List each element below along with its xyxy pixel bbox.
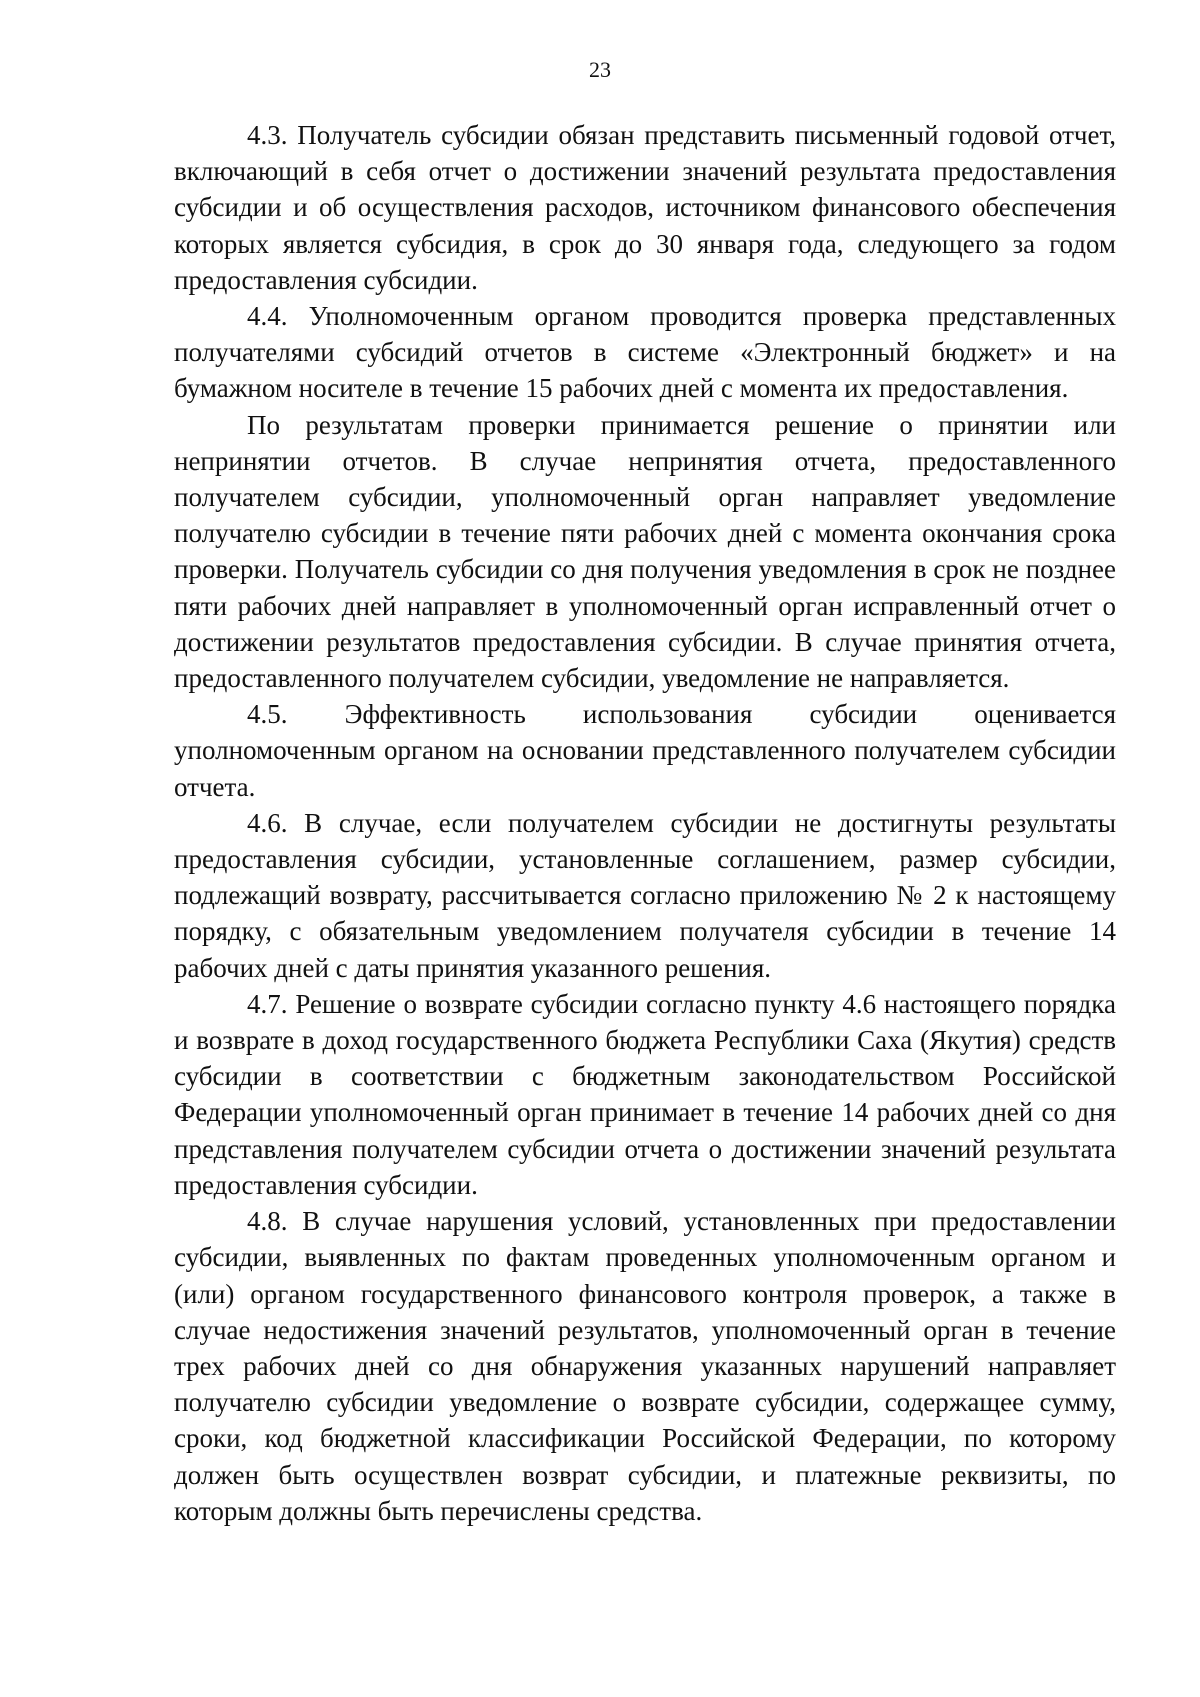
paragraph-4-6: 4.6. В случае, если получателем субсидии не достигнуты результаты предоставления субсидии, установленные соглашением, размер субсидии, подлежащий возврату, рассчитывается согласно приложению № 2 к настоящему порядку, с обязательным уведомлением получателя субсидии в течение 14 рабочих дней с даты принятия указанного решения. [174,807,1116,983]
paragraph-4-5: 4.5. Эффективность использования субсидии оценивается уполномоченным органом на основании представленного получателем субсидии отчета. [174,699,1116,802]
paragraph-4-4: 4.4. Уполномоченным органом проводится проверка представленных получателями субсидий отчетов в системе «Электронный бюджет» и на бумажном носителе в течение 15 рабочих дней с момента их предоставления. [174,301,1116,404]
paragraph-4-7: 4.7. Решение о возврате субсидии согласно пункту 4.6 настоящего порядка и возврате в доход государственного бюджета Республики Саха (Якутия) средств субсидии в соответствии с бюджетным законодательством Российской Федерации уполномоченный орган принимает в течение 14 рабочих дней со дня представления получателем субсидии отчета о достижении значений результата предоставления субсидии. [174,988,1116,1200]
paragraph-4-3: 4.3. Получатель субсидии обязан представить письменный годовой отчет, включающий в себя отчет о достижении значений результата предоставления субсидии и об осуществления расходов, источником финансового обеспечения которых является субсидия, в срок до 30 января года, следующего за годом предоставления субсидии. [174,120,1116,295]
paragraph-4-8: 4.8. В случае нарушения условий, установленных при предоставлении субсидии, выявленных по фактам проведенных уполномоченным органом и (или) органом государственного финансового контроля проверок, а также в случае недостижения значений результатов, уполномоченный орган в течение трех рабочих дней со дня обнаружения указанных нарушений направляет получателю субсидии уведомление о возврате субсидии, содержащее сумму, сроки, код бюджетной классификации Российской Федерации, по которому должен быть осуществлен возврат субсидии, и платежные реквизиты, по которым должны быть перечислены средства. [174,1206,1116,1526]
document-body [174,117,1116,1529]
page-number: 23 [589,57,611,82]
paragraph-4-4-review-results: По результатам проверки принимается решение о принятии или непринятии отчетов. В случае непринятия отчета, предоставленного получателем субсидии, уполномоченный орган направляет уведомление получателю субсидии в течение пяти рабочих дней с момента окончания срока проверки. Получатель субсидии со дня получения уведомления в срок не позднее пяти рабочих дней направляет в уполномоченный орган исправленный отчет о достижении результатов предоставления субсидии. В случае принятия отчета, предоставленного получателем субсидии, уведомление не направляется. [174,409,1116,694]
